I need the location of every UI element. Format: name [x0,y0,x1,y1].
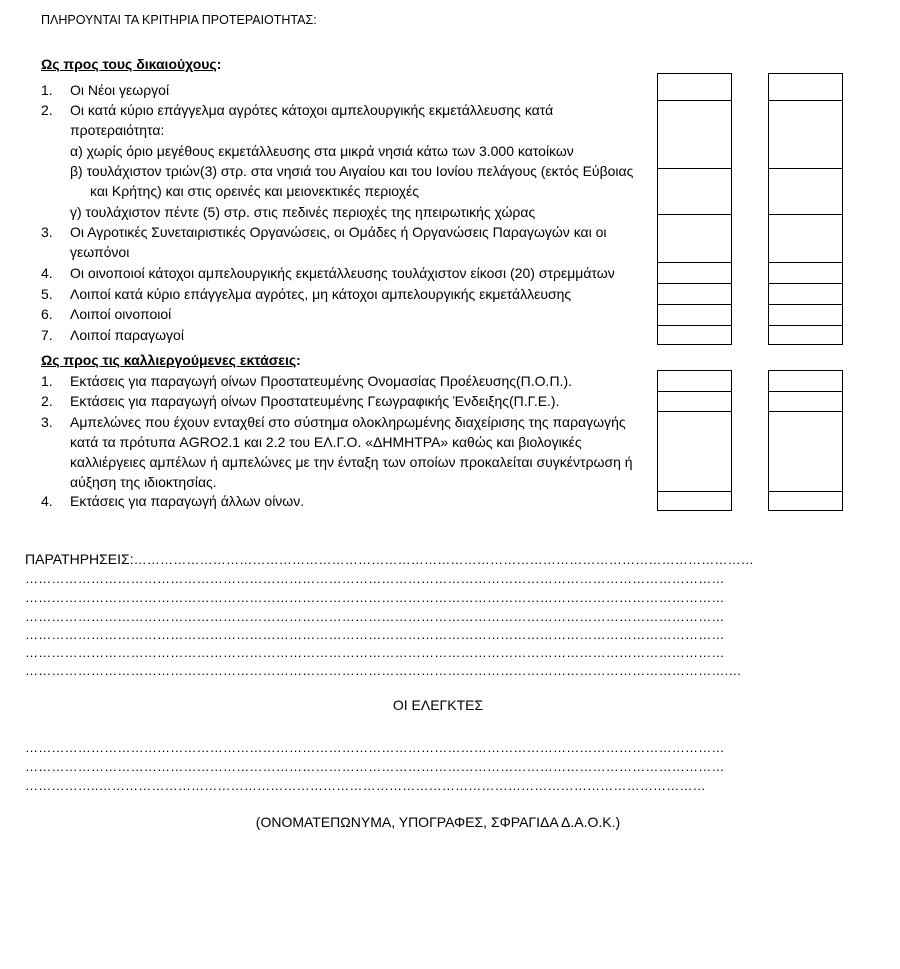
checkbox-cell[interactable] [658,262,731,284]
benef-item-2-text: Οι κατά κύριο επάγγελμα αγρότες κάτοχοι αμπελουργικής εκμετάλλευσης κατά [70,102,554,118]
areas-heading [41,352,301,368]
benef-item-4-text: Οι οινοποιοί κάτοχοι αμπελουργικής εκμετάλλευσης τουλάχιστον είκοσι (20) στρεμμάτων [70,265,615,281]
areas-item-3-num: 3. [41,414,53,430]
checkbox-cell[interactable] [769,391,842,412]
signature-caption: (ΟΝΟΜΑΤΕΠΩΝΥΜΑ, ΥΠΟΓΡΑΦΕΣ, ΣΦΡΑΓΙΔΑ Δ.Α.Ο.Κ.) [255,814,621,830]
benef-item-5-text: Λοιποί κατά κύριο επάγγελμα αγρότες, μη κάτοχοι αμπελουργικής εκμετάλλευσης [70,286,572,302]
areas-item-3-text-cont2: καλλιέργειες αμπέλων ή αμπελώνες με την ένταξη των οποίων προκαλείται συγκέντρωση ή [70,454,633,470]
checkbox-cell[interactable] [769,491,842,511]
page-header-title: ΠΛΗΡΟΥΝΤΑΙ ΤΑ ΚΡΙΤΗΡΙΑ ΠΡΟΤΕΡΑΙΟΤΗΤΑΣ: [41,13,317,27]
benef-item-4-num: 4. [41,265,53,281]
remarks-line[interactable]: …………………………………………………………………………………………………………………………………………… [25,645,725,660]
remarks-label: ΠΑΡΑΤΗΡΗΣΕΙΣ: [25,551,134,567]
checkbox-cell[interactable] [658,283,731,305]
areas-item-3-text: Αμπελώνες που έχουν ενταχθεί στο σύστημα ολοκληρωμένης διαχείρισης της παραγωγής [70,414,626,430]
checkbox-cell[interactable] [769,304,842,326]
areas-item-1-num: 1. [41,373,53,389]
remarks-line[interactable]: …………………………………………………………………………………………………………………………………………….… [25,663,742,678]
areas-item-1-text: Εκτάσεις για παραγωγή οίνων Προστατευμένης Ονομασίας Προέλευσης(Π.Ο.Π.). [70,373,572,389]
checkbox-cell[interactable] [658,214,731,263]
benef-item-2c-text: γ) τουλάχιστον πέντε (5) στρ. στις πεδινές περιοχές της ηπειρωτικής χώρας [70,204,536,220]
areas-heading-text: Ως προς τις καλλιεργούμενες εκτάσεις [41,352,297,368]
benef-item-2-num: 2. [41,102,53,118]
benef-item-2-text-cont: προτεραιότητα: [70,122,165,138]
benef-item-3-text: Οι Αγροτικές Συνεταιριστικές Οργανώσεις, οι Ομάδες ή Οργανώσεις Παραγωγών και οι [70,224,607,240]
remarks-line[interactable]: …………………………………………………………………………………………………………………………………………… [25,609,725,624]
areas-item-2-text: Εκτάσεις για παραγωγή οίνων Προστατευμένης Γεωγραφικής Ένδειξης(Π.Γ.Ε.). [70,393,560,409]
areas-item-3-text-cont1: κατά τα πρότυπα AGRO2.1 και 2.2 του ΕΛ.Γ.Ο. «ΔΗΜΗΤΡΑ» καθώς και βιολογικές [70,434,582,450]
areas-item-2-num: 2. [41,393,53,409]
checkbox-cell[interactable] [658,411,731,492]
remarks-first-line [25,551,840,567]
areas-item-4-text: Εκτάσεις για παραγωγή άλλων οίνων. [70,493,305,509]
checkbox-cell[interactable] [658,325,731,345]
checkbox-cell[interactable] [658,491,731,511]
checkbox-cell[interactable] [769,262,842,284]
beneficiaries-heading-colon: : [216,56,222,72]
remarks-dots[interactable]: …………………………………………………………………………………………………………………………… [133,552,754,567]
checkbox-cell[interactable] [769,100,842,169]
checkbox-cell[interactable] [658,168,731,215]
areas-item-3-text-cont3: αύξηση της ιδιοκτησίας. [70,474,217,490]
beneficiaries-checkbox-grid-right [768,73,843,345]
checkbox-cell[interactable] [769,74,842,101]
benef-item-3-num: 3. [41,224,53,240]
benef-item-7-num: 7. [41,327,53,343]
benef-item-3-text-cont: γεωπόνοι [70,244,130,260]
checkbox-cell[interactable] [658,74,731,101]
checkbox-cell[interactable] [769,168,842,215]
areas-checkbox-grid-right [768,370,843,511]
areas-item-4-num: 4. [41,493,53,509]
benef-item-2b-text: β) τουλάχιστον τριών(3) στρ. στα νησιά του Αιγαίου και του Ιονίου πελάγους (εκτός Εύβοιας [70,163,634,179]
checkbox-cell[interactable] [769,325,842,345]
benef-item-6-num: 6. [41,306,53,322]
checkbox-cell[interactable] [769,371,842,392]
inspector-line-1[interactable]: …………………………………………………………………………………………………………………………………………… [25,740,725,755]
checkbox-cell[interactable] [658,371,731,392]
benef-item-6-text: Λοιποί οινοποιοί [70,306,172,322]
checkbox-cell[interactable] [769,283,842,305]
benef-item-5-num: 5. [41,286,53,302]
benef-item-2a-text: α) χωρίς όριο μεγέθους εκμετάλλευσης στα μικρά νησιά κάτω των 3.000 κατοίκων [70,143,574,159]
checkbox-cell[interactable] [658,100,731,169]
areas-checkbox-grid-left [657,370,732,511]
benef-item-2b-text-cont: και Κρήτης) και στις ορεινές και μειονεκτικές περιοχές [90,183,420,199]
remarks-line[interactable]: …………………………………………………………………………………………………………………………………………… [25,627,725,642]
benef-item-7-text: Λοιποί παραγωγοί [70,327,184,343]
benef-item-1-text: Οι Νέοι γεωργοί [70,82,170,98]
remarks-line[interactable]: …………………………………………………………………………………………………………………………………………… [25,571,725,586]
inspector-line-3[interactable]: ……………..………………………………………………………………………………………………………………………… [25,778,706,793]
checkbox-cell[interactable] [658,391,731,412]
benef-item-1-num: 1. [41,82,53,98]
checkbox-cell[interactable] [769,214,842,263]
checkbox-cell[interactable] [658,304,731,326]
inspector-line-2[interactable]: …………………………………………………………………………………………………………………………………………… [25,759,725,774]
areas-heading-colon: : [296,352,301,368]
remarks-line[interactable]: …………………………………………………………………………………………………………………………………………… [25,590,725,605]
beneficiaries-heading [41,56,221,72]
beneficiaries-heading-text: Ως προς τους δικαιούχους [41,56,217,72]
beneficiaries-checkbox-grid-left [657,73,732,345]
checkbox-cell[interactable] [769,411,842,492]
inspectors-title: ΟΙ ΕΛΕΓΚΤΕΣ [392,697,484,713]
